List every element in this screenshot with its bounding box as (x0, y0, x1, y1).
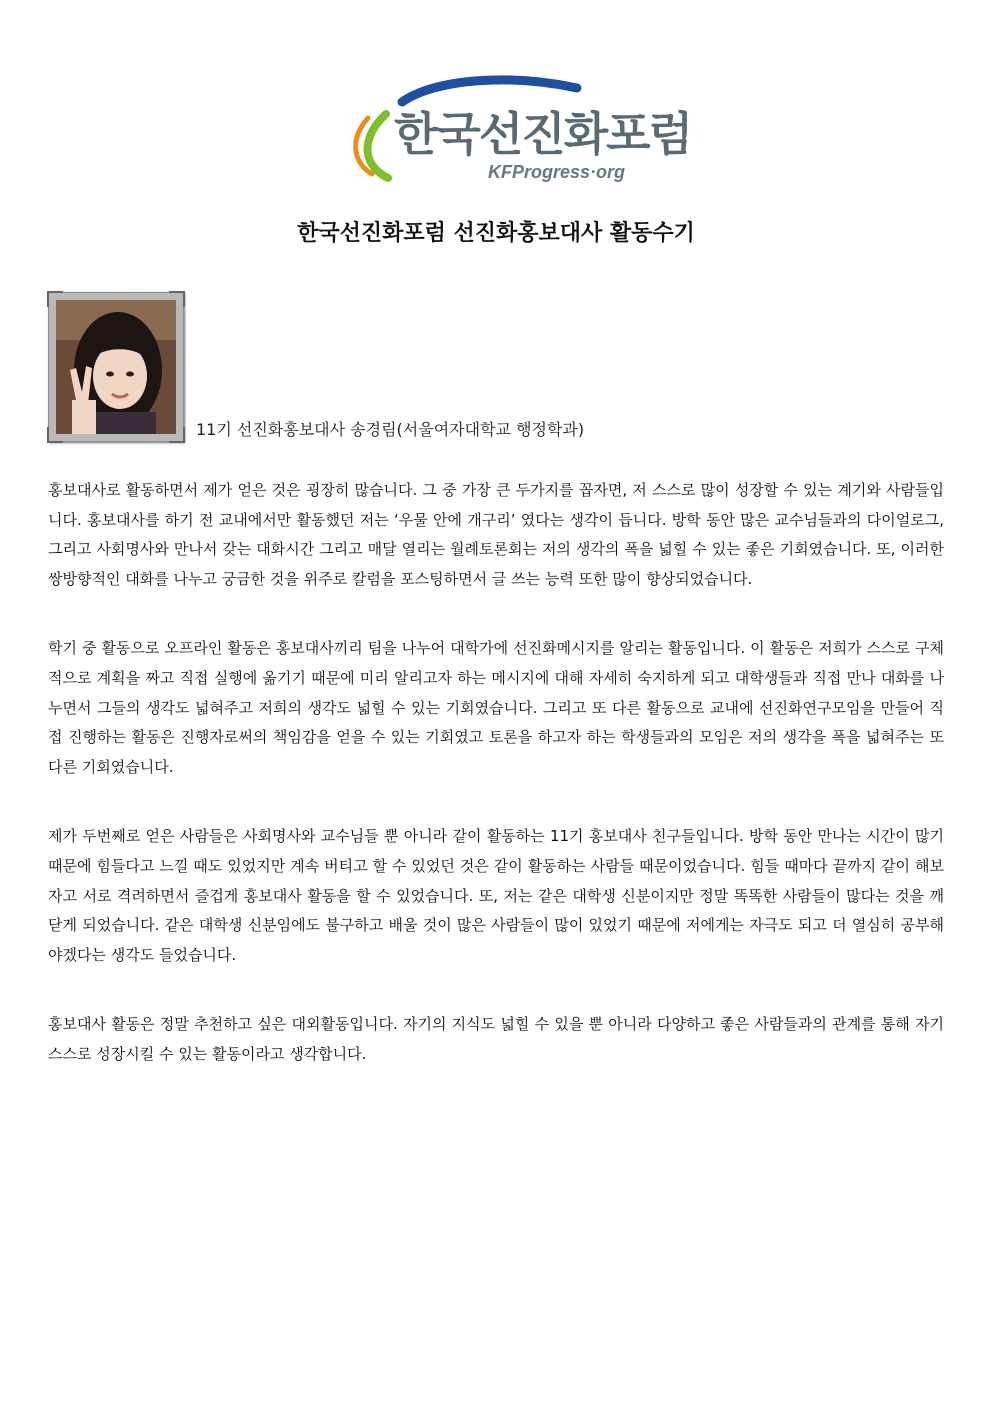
logo-subtitle: KFProgress·org (488, 162, 626, 182)
paragraph-4: 홍보대사 활동은 정말 추천하고 싶은 대외활동입니다. 자기의 지식도 넓힐 수 있을 뿐 아니라 다양하고 좋은 사람들과의 관계를 통해 자기 스스로 성장시킬 수 있는 활동이라고 생각합니다. (48, 1015, 944, 1063)
paragraph-1: 홍보대사로 활동하면서 제가 얻은 것은 굉장히 많습니다. 그 중 가장 큰 두가지를 꼽자면, 저 스스로 많이 성장할 수 있는 계기와 사람들입니다. 홍보대사를 하기 전 교내에서만 활동했던 저는 ‘우물 안에 개구리’ 였다는 생각이 듭니다. 방학 동안 많은 교수님들과의 다이얼로그, 그리고 사회명사와 만나서 갖는 대화시간 그리고 매달 열리는 월례토론회는 저의 생각의 폭을 넓힐 수 있는 좋은 기회였습니다. 또, 이러한 쌍방향적인 대화를 나누고 궁금한 것을 위주로 칼럼을 포스팅하면서 글 쓰는 능력 또한 많이 향상되었습니다. (48, 481, 944, 588)
document-title: 한국선진화포럼 선진화홍보대사 활동수기 (297, 221, 695, 246)
logo-title: 한국선진화포럼 (394, 107, 692, 161)
paragraph-3: 제가 두번째로 얻은 사람들은 사회명사와 교수님들 뿐 아니라 같이 활동하는 11기 홍보대사 친구들입니다. 방학 동안 만나는 시간이 많기 때문에 힘들다고 느낄 때도 있었지만 계속 버티고 할 수 있었던 것은 같이 활동하는 사람들 때문이었습니다. 힘들 때마다 끝까지 같이 해보자고 서로 격려하면서 즐겁게 홍보대사 활동을 할 수 있었습니다. 또, 저는 같은 대학생 신분이지만 정말 똑똑한 사람들이 많다는 것을 깨닫게 되었습니다. 같은 대학생 신분임에도 불구하고 배울 것이 많은 사람들이 많이 있었기 때문에 저에게는 자극도 되고 더 열심히 공부해야겠다는 생각도 들었습니다. (48, 827, 944, 964)
author-photo (48, 292, 184, 442)
kfprogress-logo (342, 74, 692, 192)
portrait-illustration (56, 300, 176, 434)
paragraph-2: 학기 중 활동으로 오프라인 활동은 홍보대사끼리 팀을 나누어 대학가에 선진화메시지를 알리는 활동입니다. 이 활동은 저희가 스스로 구체적으로 계획을 짜고 직접 실행에 옮기기 때문에 미리 알리고자 하는 메시지에 대해 자세히 숙지하게 되고 대학생들과 직접 만나 대화를 나누면서 그들의 생각도 넓혀주고 저희의 생각도 넓힐 수 있는 기회였습니다. 그리고 또 다른 활동으로 교내에 선진화연구모임을 만들어 직접 진행하는 활동은 진행자로써의 책임감을 얻을 수 있는 기회였고 토론을 하고자 하는 학생들과의 모임은 저의 생각을 폭을 넓혀주는 또 다른 기회였습니다. (48, 639, 944, 776)
author-caption: 11기 선진화홍보대사 송경림(서울여자대학교 행정학과) (196, 420, 585, 439)
body-text (48, 476, 944, 1110)
